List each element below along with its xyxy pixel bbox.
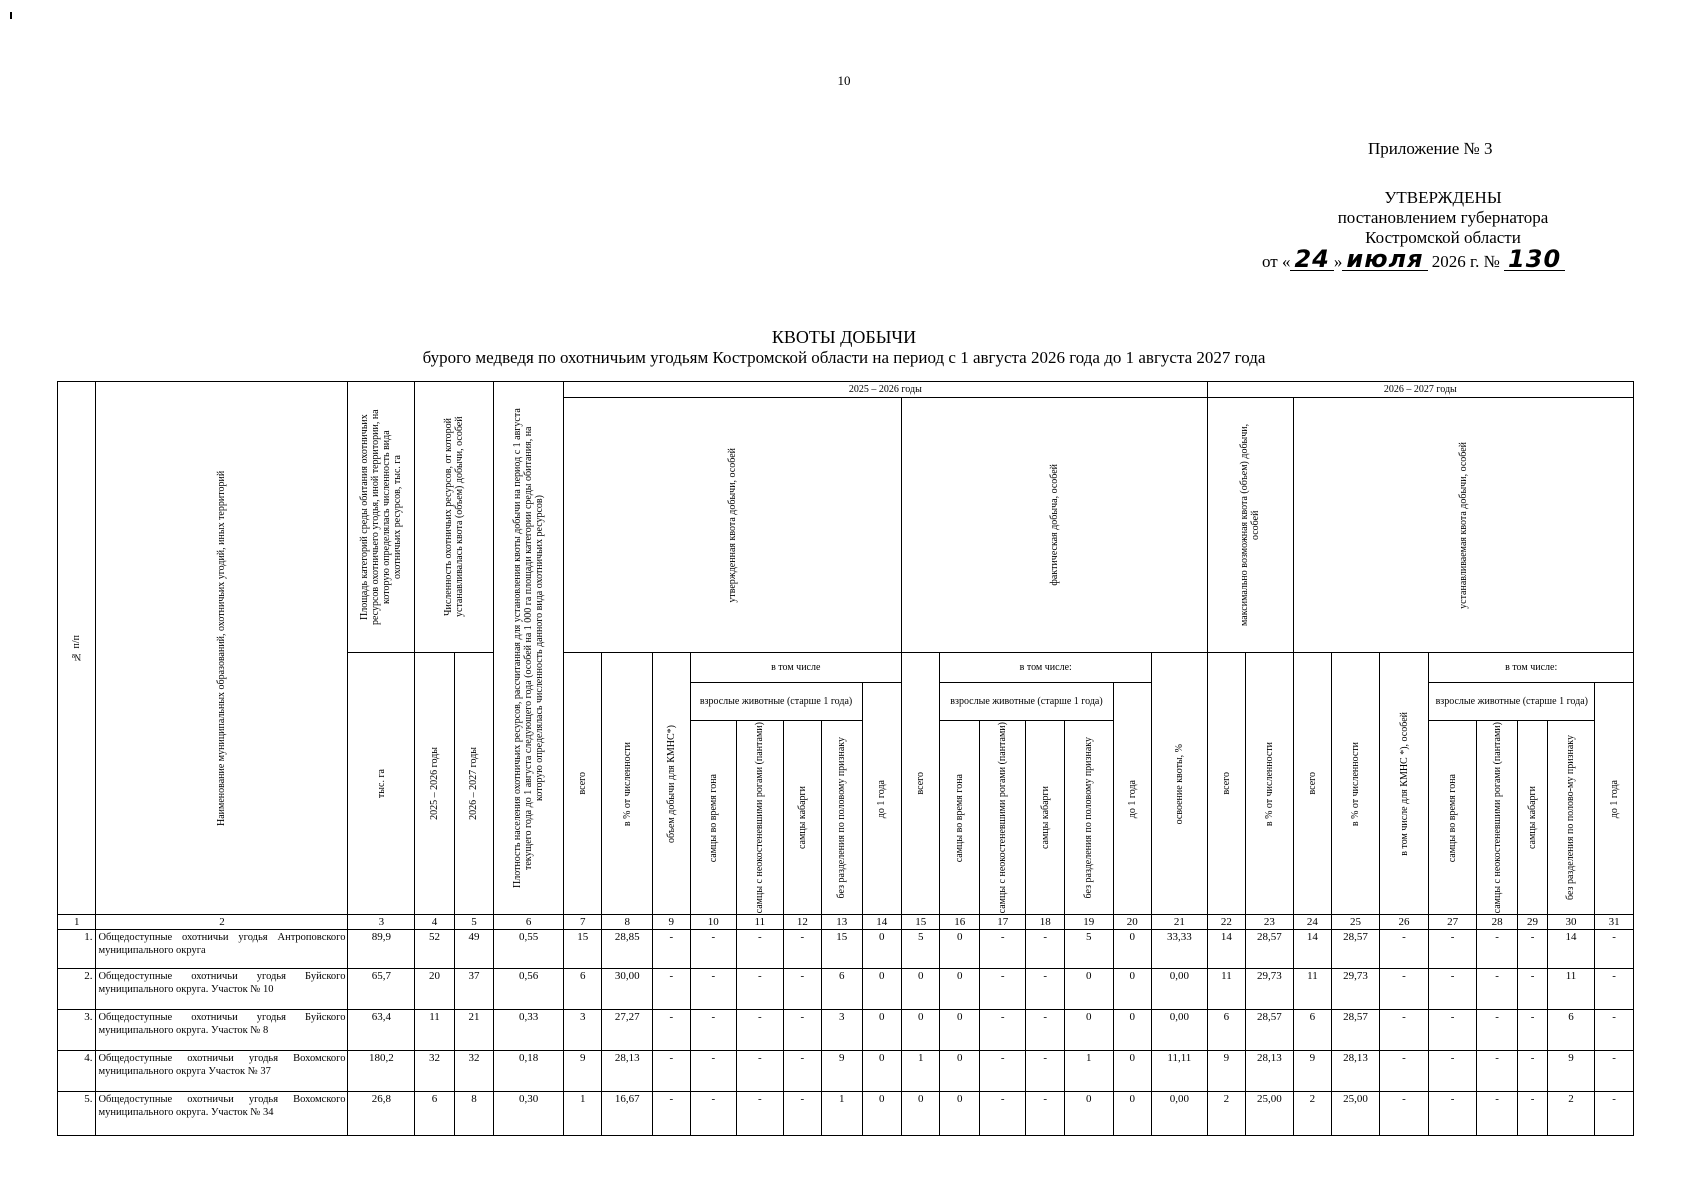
header-set-including: в том числе: xyxy=(1429,653,1634,683)
table-cell: 5 xyxy=(1064,930,1113,969)
table-cell: - xyxy=(1429,930,1477,969)
territory-name: Общедоступные охотничьи угодья Вохомского муниципального округа. Участок № 34 xyxy=(96,1092,348,1136)
table-cell: 15 xyxy=(822,930,862,969)
table-cell: - xyxy=(1476,1010,1517,1051)
table-cell: 0,56 xyxy=(494,969,564,1010)
table-cell: 0,30 xyxy=(494,1092,564,1136)
table-cell: 49 xyxy=(454,930,493,969)
table-cell: 6 xyxy=(564,969,602,1010)
table-cell: 0,18 xyxy=(494,1051,564,1092)
table-cell: 14 xyxy=(1207,930,1245,969)
table-cell: 89,9 xyxy=(348,930,415,969)
table-cell: 3 xyxy=(564,1010,602,1051)
table-cell: - xyxy=(783,1051,821,1092)
header-approved-total: всего xyxy=(564,653,602,915)
quota-table xyxy=(57,381,1634,1136)
table-cell: 0 xyxy=(902,1092,940,1136)
table-cell: 25,00 xyxy=(1332,1092,1380,1136)
table-cell: 1 xyxy=(902,1051,940,1092)
column-number: 16 xyxy=(940,915,979,930)
header-approved-males-rut: самцы во время гона xyxy=(690,721,737,915)
territory-name: Общедоступные охотничьи угодья Буйского муниципального округа. Участок № 10 xyxy=(96,969,348,1010)
table-cell: 8 xyxy=(454,1092,493,1136)
table-cell: - xyxy=(1026,969,1064,1010)
document-subtitle: бурого медведя по охотничьим угодьям Костромской области на период с 1 августа 2026 года до 1 августа 2027 года xyxy=(422,348,1266,367)
table-cell: 15 xyxy=(564,930,602,969)
table-cell: 0 xyxy=(1113,1092,1151,1136)
table-cell: - xyxy=(737,969,784,1010)
table-cell: - xyxy=(690,969,737,1010)
column-number: 13 xyxy=(822,915,862,930)
header-set-musk-deer: самцы кабарги xyxy=(1518,721,1547,915)
column-number: 19 xyxy=(1064,915,1113,930)
header-approved-quota: утвержденная квота добычи, особей xyxy=(564,398,902,653)
table-cell: 0 xyxy=(1113,1010,1151,1051)
handwritten-order-number: 130 xyxy=(1504,248,1565,271)
table-cell: 0 xyxy=(902,969,940,1010)
header-set-percent: в % от численности xyxy=(1332,653,1380,915)
header-approved-adults: взрослые животные (старше 1 года) xyxy=(690,683,862,721)
table-cell: - xyxy=(1026,1010,1064,1051)
header-set-total: всего xyxy=(1293,653,1331,915)
header-harvest-no-sex-split: без разделения по половому признаку xyxy=(1064,721,1113,915)
table-cell: 0 xyxy=(862,1092,901,1136)
table-cell: - xyxy=(653,1092,690,1136)
table-cell: - xyxy=(737,1092,784,1136)
table-cell: 0 xyxy=(1113,930,1151,969)
date-separator: » xyxy=(1333,252,1343,271)
table-cell: 2 xyxy=(1547,1092,1595,1136)
header-max-quota: максимально возможная квота (объем) добычи, особей xyxy=(1207,398,1293,653)
header-thousand-ha: тыс. га xyxy=(348,653,415,915)
column-number: 3 xyxy=(348,915,415,930)
table-cell: 0 xyxy=(940,1092,979,1136)
table-cell: 0 xyxy=(862,1010,901,1051)
table-cell: 0 xyxy=(940,1010,979,1051)
table-cell: - xyxy=(1026,1051,1064,1092)
header-period-2026: 2026 – 2027 годы xyxy=(1207,382,1633,398)
row-index: 2. xyxy=(58,969,96,1010)
table-cell: - xyxy=(1429,1092,1477,1136)
table-row xyxy=(58,1010,1634,1051)
table-cell: 37 xyxy=(454,969,493,1010)
table-cell: 0 xyxy=(940,1051,979,1092)
header-set-under-one: до 1 года xyxy=(1595,683,1634,915)
table-cell: - xyxy=(1595,969,1634,1010)
header-kmns-incl: в том числе для КМНС *), особей xyxy=(1379,653,1429,915)
table-row xyxy=(58,930,1634,969)
header-max-total: всего xyxy=(1207,653,1245,915)
header-approved-no-sex-split: без разделения по половому признаку xyxy=(822,721,862,915)
table-cell: - xyxy=(1476,1051,1517,1092)
table-row xyxy=(58,1051,1634,1092)
table-cell: - xyxy=(690,1051,737,1092)
column-number: 22 xyxy=(1207,915,1245,930)
table-cell: - xyxy=(653,969,690,1010)
table-cell: 28,85 xyxy=(602,930,653,969)
header-quota-development: освоение квоты, % xyxy=(1151,653,1207,915)
header-approved-including: в том числе xyxy=(690,653,902,683)
table-cell: 0,33 xyxy=(494,1010,564,1051)
table-cell: 0 xyxy=(1064,1010,1113,1051)
table-cell: - xyxy=(979,1010,1026,1051)
column-number: 5 xyxy=(454,915,493,930)
table-cell: 11 xyxy=(415,1010,454,1051)
table-cell: - xyxy=(1476,969,1517,1010)
header-no: № п/п xyxy=(58,382,96,915)
table-cell: 27,27 xyxy=(602,1010,653,1051)
column-number: 8 xyxy=(602,915,653,930)
handwritten-month: июля xyxy=(1342,248,1427,271)
table-cell: - xyxy=(737,1010,784,1051)
table-cell: - xyxy=(979,1051,1026,1092)
column-number: 30 xyxy=(1547,915,1595,930)
document-title: КВОТЫ ДОБЫЧИ xyxy=(771,327,917,347)
date-suffix: 2026 г. № xyxy=(1427,252,1505,271)
column-number: 10 xyxy=(690,915,737,930)
column-number: 25 xyxy=(1332,915,1380,930)
table-cell: 0 xyxy=(940,969,979,1010)
header-population: Численность охотничьих ресурсов, от которой устанавливалась квота (объем) добычи, особей xyxy=(415,382,494,653)
table-cell: - xyxy=(1429,969,1477,1010)
table-cell: 9 xyxy=(822,1051,862,1092)
table-cell: 11,11 xyxy=(1151,1051,1207,1092)
table-cell: - xyxy=(1518,1092,1547,1136)
approval-title: УТВЕРЖДЕНЫ xyxy=(1384,188,1502,207)
table-cell: - xyxy=(783,1092,821,1136)
header-approved-males-antlers: самцы с неокостеневшими рогами (пантами) xyxy=(737,721,784,915)
table-cell: 28,13 xyxy=(1332,1051,1380,1092)
table-cell: 6 xyxy=(822,969,862,1010)
table-cell: 14 xyxy=(1293,930,1331,969)
approval-line-1: постановлением губернатора xyxy=(1337,208,1549,227)
column-number: 4 xyxy=(415,915,454,930)
table-cell: - xyxy=(1518,930,1547,969)
table-cell: - xyxy=(1595,1092,1634,1136)
header-density: Плотность населения охотничьих ресурсов, рассчитанная для установления квоты добычи на период с 1 августа текущего года до 1 августа следующего года (особей на 1 000 га площади категории среды обитания, на которую определялась численность данного вида охотничьих ресурсов) xyxy=(494,382,564,915)
table-cell: - xyxy=(783,1010,821,1051)
table-cell: - xyxy=(1518,1051,1547,1092)
table-cell: 20 xyxy=(415,969,454,1010)
header-approved-under-one: до 1 года xyxy=(862,683,901,915)
column-number: 20 xyxy=(1113,915,1151,930)
table-cell: - xyxy=(1476,1092,1517,1136)
header-set-males-antlers: самцы с неокостеневшими рогами (пантами) xyxy=(1476,721,1517,915)
table-cell: 6 xyxy=(415,1092,454,1136)
table-cell: 9 xyxy=(1547,1051,1595,1092)
row-index: 5. xyxy=(58,1092,96,1136)
row-index: 1. xyxy=(58,930,96,969)
header-kmns-volume: объем добычи для КМНС*) xyxy=(653,653,690,915)
appendix-label: Приложение № 3 xyxy=(1368,139,1493,158)
table-cell: 0,00 xyxy=(1151,1092,1207,1136)
table-body xyxy=(58,930,1634,1136)
column-number: 2 xyxy=(96,915,348,930)
table-cell: 3 xyxy=(822,1010,862,1051)
table-cell: - xyxy=(1026,930,1064,969)
column-number: 9 xyxy=(653,915,690,930)
table-cell: - xyxy=(690,930,737,969)
table-cell: 52 xyxy=(415,930,454,969)
table-cell: - xyxy=(1379,1010,1429,1051)
header-approved-musk-deer: самцы кабарги xyxy=(783,721,821,915)
column-number: 31 xyxy=(1595,915,1634,930)
page-number: 10 xyxy=(837,73,851,88)
table-row xyxy=(58,1092,1634,1136)
column-number: 15 xyxy=(902,915,940,930)
table-cell: - xyxy=(783,969,821,1010)
header-period-2025: 2025 – 2026 годы xyxy=(564,382,1208,398)
header-harvest-males-antlers: самцы с неокостеневшими рогами (пантами) xyxy=(979,721,1026,915)
table-cell: 0 xyxy=(1113,1051,1151,1092)
column-number: 12 xyxy=(783,915,821,930)
table-cell: 28,13 xyxy=(602,1051,653,1092)
table-cell: - xyxy=(783,930,821,969)
column-number: 18 xyxy=(1026,915,1064,930)
table-cell: 11 xyxy=(1207,969,1245,1010)
table-cell: 11 xyxy=(1547,969,1595,1010)
table-cell: 32 xyxy=(415,1051,454,1092)
table-cell: 21 xyxy=(454,1010,493,1051)
header-row-1 xyxy=(58,382,1634,398)
table-cell: 2 xyxy=(1207,1092,1245,1136)
table-cell: 9 xyxy=(1293,1051,1331,1092)
header-harvest-adults: взрослые животные (старше 1 года) xyxy=(940,683,1113,721)
table-cell: 0 xyxy=(1113,969,1151,1010)
table-cell: - xyxy=(653,930,690,969)
column-number: 23 xyxy=(1246,915,1294,930)
column-number: 27 xyxy=(1429,915,1477,930)
header-name: Наименование муниципальных образований, охотничьих угодий, иных территорий xyxy=(96,382,348,915)
table-cell: - xyxy=(1429,1010,1477,1051)
territory-name: Общедоступные охотничьи угодья Вохомского муниципального округа Участок № 37 xyxy=(96,1051,348,1092)
table-cell: 0 xyxy=(862,969,901,1010)
table-cell: - xyxy=(690,1092,737,1136)
table-cell: - xyxy=(1595,1051,1634,1092)
table-cell: - xyxy=(653,1051,690,1092)
table-cell: 0 xyxy=(862,930,901,969)
table-cell: - xyxy=(1518,969,1547,1010)
header-set-no-sex-split: без разделения по полово-му признаку xyxy=(1547,721,1595,915)
table-cell: - xyxy=(1379,1051,1429,1092)
table-cell: - xyxy=(979,969,1026,1010)
table-cell: 65,7 xyxy=(348,969,415,1010)
scan-speck xyxy=(10,12,12,19)
table-cell: - xyxy=(1595,930,1634,969)
header-set-males-rut: самцы во время гона xyxy=(1429,721,1477,915)
table-cell: - xyxy=(690,1010,737,1051)
table-cell: 29,73 xyxy=(1332,969,1380,1010)
table-cell: - xyxy=(1379,969,1429,1010)
header-harvest-males-rut: самцы во время гона xyxy=(940,721,979,915)
table-cell: 1 xyxy=(1064,1051,1113,1092)
header-harvest-under-one: до 1 года xyxy=(1113,683,1151,915)
table-cell: 0,00 xyxy=(1151,1010,1207,1051)
table-cell: 0,55 xyxy=(494,930,564,969)
handwritten-day: 24 xyxy=(1290,248,1333,271)
table-cell: - xyxy=(1026,1092,1064,1136)
header-years-2026: 2026 – 2027 годы xyxy=(454,653,493,915)
table-cell: 0 xyxy=(862,1051,901,1092)
column-number: 11 xyxy=(737,915,784,930)
row-index: 3. xyxy=(58,1010,96,1051)
table-cell: - xyxy=(1518,1010,1547,1051)
table-cell: 0 xyxy=(940,930,979,969)
table-cell: - xyxy=(737,1051,784,1092)
table-cell: 30,00 xyxy=(602,969,653,1010)
row-index: 4. xyxy=(58,1051,96,1092)
table-cell: 180,2 xyxy=(348,1051,415,1092)
table-row xyxy=(58,969,1634,1010)
header-years-2025: 2025 – 2026 годы xyxy=(415,653,454,915)
approval-line-2: Костромской области xyxy=(1365,228,1521,247)
table-cell: 6 xyxy=(1207,1010,1245,1051)
table-cell: 29,73 xyxy=(1246,969,1294,1010)
column-number: 7 xyxy=(564,915,602,930)
table-cell: 1 xyxy=(822,1092,862,1136)
table-cell: 0 xyxy=(1064,969,1113,1010)
date-prefix: от « xyxy=(1262,252,1291,271)
table-cell: 5 xyxy=(902,930,940,969)
table-cell: 6 xyxy=(1293,1010,1331,1051)
column-number: 1 xyxy=(58,915,96,930)
territory-name: Общедоступные охотничьи угодья Буйского муниципального округа. Участок № 8 xyxy=(96,1010,348,1051)
table-cell: 11 xyxy=(1293,969,1331,1010)
table-cell: 28,57 xyxy=(1246,930,1294,969)
column-number: 17 xyxy=(979,915,1026,930)
header-max-percent: в % от численности xyxy=(1246,653,1294,915)
column-number: 6 xyxy=(494,915,564,930)
table-cell: 2 xyxy=(1293,1092,1331,1136)
column-numbers-row xyxy=(58,915,1634,930)
header-approved-percent: в % от численности xyxy=(602,653,653,915)
table-cell: - xyxy=(1595,1010,1634,1051)
header-harvest-including: в том числе: xyxy=(940,653,1152,683)
table-cell: 9 xyxy=(564,1051,602,1092)
approval-date-line xyxy=(1262,245,1565,273)
column-number: 29 xyxy=(1518,915,1547,930)
table-cell: 0,00 xyxy=(1151,969,1207,1010)
header-actual-harvest: фактическая добыча, особей xyxy=(902,398,1208,653)
table-cell: - xyxy=(979,930,1026,969)
table-cell: - xyxy=(1429,1051,1477,1092)
table-cell: - xyxy=(653,1010,690,1051)
table-cell: 1 xyxy=(564,1092,602,1136)
table-cell: 16,67 xyxy=(602,1092,653,1136)
column-number: 24 xyxy=(1293,915,1331,930)
table-cell: 33,33 xyxy=(1151,930,1207,969)
column-number: 28 xyxy=(1476,915,1517,930)
approval-block xyxy=(1288,188,1598,248)
table-cell: - xyxy=(1476,930,1517,969)
table-cell: 28,13 xyxy=(1246,1051,1294,1092)
table-cell: 0 xyxy=(1064,1092,1113,1136)
table-cell: 0 xyxy=(902,1010,940,1051)
header-set-quota: устанавливаемая квота добычи, особей xyxy=(1293,398,1633,653)
table-cell: - xyxy=(1379,1092,1429,1136)
table-cell: - xyxy=(1379,930,1429,969)
table-cell: 26,8 xyxy=(348,1092,415,1136)
table-cell: 28,57 xyxy=(1246,1010,1294,1051)
territory-name: Общедоступные охотничьи угодья Антроповского муниципального округа xyxy=(96,930,348,969)
header-harvest-musk-deer: самцы кабарги xyxy=(1026,721,1064,915)
table-cell: 25,00 xyxy=(1246,1092,1294,1136)
table-cell: 9 xyxy=(1207,1051,1245,1092)
table-cell: 6 xyxy=(1547,1010,1595,1051)
table-cell: 28,57 xyxy=(1332,930,1380,969)
table-cell: 32 xyxy=(454,1051,493,1092)
table-cell: 14 xyxy=(1547,930,1595,969)
column-number: 26 xyxy=(1379,915,1429,930)
header-area: Площадь категорий среды обитания охотничьих ресурсов охотничьего угодья, иной территории, на которую определялась численность вида охотничьих ресурсов, тыс. га xyxy=(348,382,415,653)
header-harvest-total: всего xyxy=(902,653,940,915)
table-cell: - xyxy=(979,1092,1026,1136)
header-set-adults: взрослые животные (старше 1 года) xyxy=(1429,683,1595,721)
column-number: 14 xyxy=(862,915,901,930)
column-number: 21 xyxy=(1151,915,1207,930)
table-cell: - xyxy=(737,930,784,969)
table-cell: 63,4 xyxy=(348,1010,415,1051)
table-cell: 28,57 xyxy=(1332,1010,1380,1051)
